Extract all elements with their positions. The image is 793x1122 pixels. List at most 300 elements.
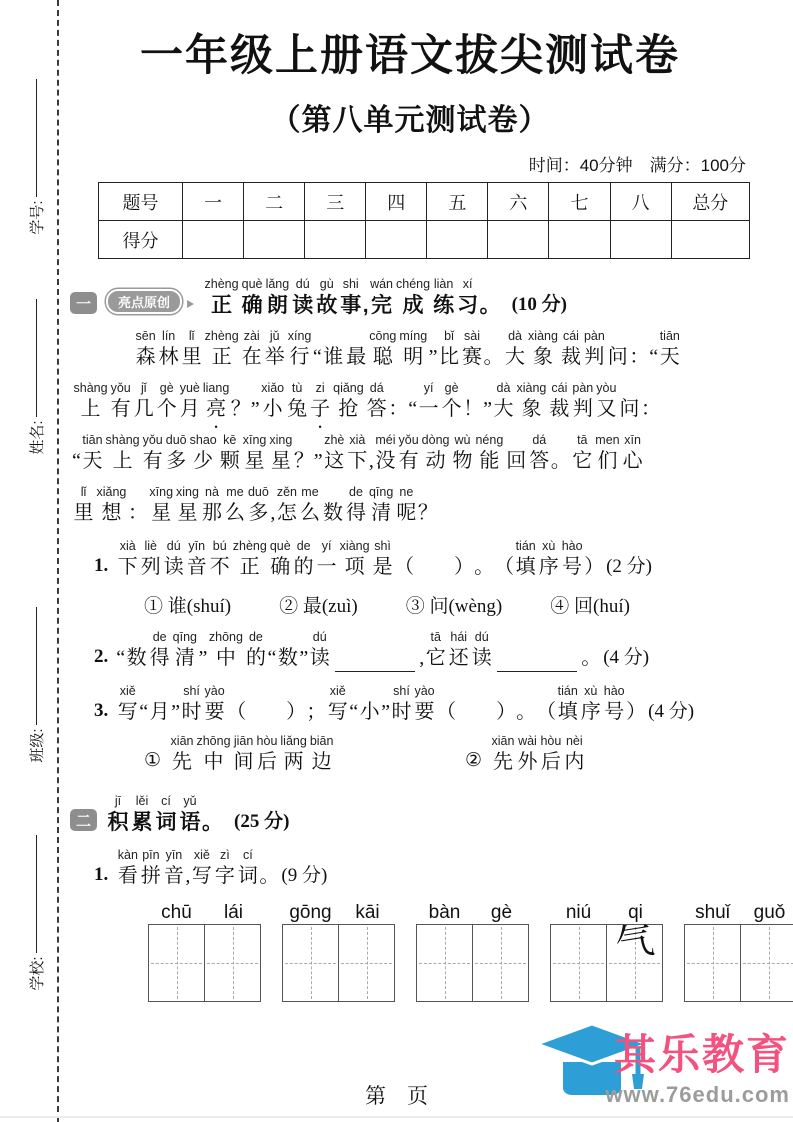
score-cell-empty (244, 221, 305, 259)
syllable: xiǎng 想 (96, 485, 127, 524)
writing-pair (148, 902, 262, 1002)
paper-content (70, 0, 786, 1002)
option-text (169, 734, 335, 776)
syllable: yīn 音 (186, 539, 207, 578)
syllable: pīn 拼 (140, 848, 161, 887)
syllable: 。 (516, 701, 537, 723)
syllable: ？” (293, 450, 323, 472)
syllable: hái 还 (448, 630, 469, 669)
pinyin-syllable: qi (628, 902, 643, 923)
cell-dash-horizontal (419, 963, 470, 964)
syllable: dú 读 (471, 630, 492, 669)
syllable: , (362, 294, 369, 317)
writing-pair (282, 902, 396, 1002)
passage-line (72, 485, 438, 527)
option-prefix: ① (144, 750, 162, 771)
syllable: kē 颗 (219, 433, 240, 472)
syllable: 。 (259, 865, 280, 887)
syllable: biān 边 (309, 734, 334, 773)
syllable: zhèng 正 (204, 329, 239, 368)
question-text (116, 539, 604, 581)
writing-pair (550, 902, 664, 1002)
syllable: gè 个 (156, 381, 177, 420)
answer-option: ③ 问(wèng) (405, 596, 503, 617)
syllable: cái 裁 (549, 381, 570, 420)
syllable: ） (584, 556, 605, 578)
writing-grid (148, 902, 786, 1002)
passage-line (72, 381, 661, 423)
syllable: néng 能 (475, 433, 504, 472)
pinyin-syllable: shuǐ (695, 902, 730, 923)
syllable: , (368, 450, 374, 472)
writing-cell (473, 925, 528, 1001)
original-highlight-badge: 亮点原创 (106, 289, 182, 314)
writing-cell (205, 925, 260, 1001)
syllable: me 么 (224, 485, 245, 524)
seal-field (23, 57, 49, 257)
syllable: me 么 (299, 485, 320, 524)
syllable: hào 号 (603, 684, 625, 723)
syllable: yuè 月 (179, 381, 200, 420)
section2-points: (25 分) (234, 811, 290, 832)
syllable: cí 词 (155, 794, 177, 834)
seal-field (23, 813, 49, 1013)
pinyin-syllable: chū (161, 902, 192, 923)
writing-cell (741, 925, 793, 1001)
writing-cells (416, 924, 529, 1002)
syllable: nèi 内 (564, 734, 585, 773)
syllable: jiān 间 (233, 734, 254, 773)
syllable: （ ） (436, 701, 517, 723)
section1-heading (70, 277, 750, 319)
syllable: xiān 先 (491, 734, 515, 773)
syllable: wù 物 (452, 433, 473, 472)
score-cell-empty (427, 221, 488, 259)
syllable: què 确 (269, 539, 291, 578)
writing-cell (149, 925, 205, 1001)
section2-heading (70, 794, 750, 836)
syllable: gè 个 (441, 381, 462, 420)
syllable: xù 序 (580, 684, 601, 723)
page-footer: 第 页 (365, 1084, 428, 1108)
pinyin-syllable: kāi (355, 902, 380, 923)
syllable: xiàng 象 (528, 329, 558, 368)
writing-cells (550, 919, 663, 1002)
syllable: yí 一 (418, 381, 439, 420)
question-points: (2 分) (606, 556, 652, 577)
writing-pair (416, 902, 530, 1002)
syllable: ？ (417, 502, 438, 524)
syllable: duō 多 (165, 433, 187, 472)
syllable: dà 大 (493, 381, 514, 420)
syllable: tā 它 (425, 630, 446, 669)
syllable: xīng 星 (242, 433, 267, 472)
syllable: 最 (346, 346, 367, 368)
pinyin-label (416, 902, 530, 924)
syllable: hào 号 (561, 539, 583, 578)
syllable: ： (640, 398, 661, 420)
question-points: (4 分) (648, 701, 695, 722)
question-number: 2. (94, 646, 109, 667)
syllable: lǐ 里 (73, 485, 94, 524)
question-number: 1. (94, 555, 109, 576)
syllable: , (419, 647, 425, 669)
syllable: xīng 星 (149, 485, 174, 524)
syllable: pàn 判 (572, 381, 594, 420)
writing-cell (417, 925, 473, 1001)
badge-pointer-icon (187, 300, 194, 308)
syllable: shí 时 (391, 684, 412, 723)
syllable: 月 (149, 701, 170, 723)
syllable: 问 (619, 398, 640, 420)
writing-cell (283, 925, 339, 1001)
syllable: wán 完 (370, 277, 393, 317)
syllable: jī 积 (107, 794, 129, 834)
syllable: yǔ 语 (179, 794, 201, 834)
seal-fill-line (36, 607, 37, 725)
syllable: xīn 心 (622, 433, 643, 472)
syllable: “ (72, 450, 81, 472)
syllable: xing 星 (269, 433, 293, 472)
syllable: 。 (581, 647, 602, 669)
syllable: shi 事 (340, 277, 362, 317)
pinyin-label (684, 902, 793, 924)
bottom-hairline (0, 1116, 793, 1118)
syllable: tián 填 (515, 539, 536, 578)
syllable: （ ） (226, 701, 307, 723)
question-1-options (144, 591, 750, 618)
time-score-info: 时间：40分钟 满分：100分 (528, 156, 746, 175)
score-cell-empty (183, 221, 244, 259)
syllable: cái 裁 (560, 329, 581, 368)
question-points: (9 分) (281, 865, 328, 886)
pinyin-syllable: gè (490, 902, 513, 923)
cell-dash-horizontal (285, 963, 336, 964)
question-number: 3. (94, 700, 109, 721)
score-cell-empty (671, 221, 749, 259)
question-text (116, 848, 279, 890)
passage-line (72, 329, 681, 371)
score-table (98, 182, 750, 259)
syllable: ？” (230, 398, 260, 420)
pinyin-label (148, 902, 262, 924)
syllable: ：“ (629, 346, 659, 368)
syllable: méi 没 (375, 433, 396, 472)
score-table-header-cell: 题号 (99, 183, 183, 221)
reading-passage (70, 319, 750, 527)
paper-subtitle: （第八单元测试卷） (270, 104, 550, 137)
syllable: ！” (463, 398, 492, 420)
cell-dash-horizontal (341, 963, 392, 964)
answer-option: ① 谁(shuí) (144, 596, 232, 617)
syllable: ” (171, 701, 181, 723)
syllable: zhōng 中 (196, 734, 231, 773)
pinyin-syllable: lái (223, 902, 243, 923)
writing-cell (551, 925, 607, 1001)
question-points: (4 分) (603, 647, 650, 668)
pinyin-label (282, 902, 396, 924)
score-cell-empty (610, 221, 671, 259)
writing-cells (148, 924, 261, 1002)
syllable: zhè 这 (324, 433, 345, 472)
syllable: xiě 写 (191, 848, 212, 887)
writing-cells (684, 924, 793, 1002)
syllable: qīng 清 (172, 630, 197, 669)
syllable: 。 (483, 346, 504, 368)
syllable: zhōng 中 (208, 630, 243, 669)
syllable: shì 是 (372, 539, 393, 578)
score-table-header-cell: 四 (366, 183, 427, 221)
syllable: ：“ (388, 398, 418, 420)
writing-pair (684, 902, 793, 1002)
score-table-header-cell: 三 (305, 183, 366, 221)
writing-cell (607, 919, 662, 1001)
answer-option: ④ 回(huí) (550, 596, 630, 617)
syllable: “ (312, 346, 322, 368)
syllable: xù 序 (538, 539, 559, 578)
question-1 (94, 539, 750, 581)
syllable: gù 故 (316, 277, 338, 317)
passage-line (72, 433, 644, 475)
syllable: cí 词 (237, 848, 258, 887)
syllable: yǒu 有 (398, 433, 419, 472)
score-table-header-cell: 一 (183, 183, 244, 221)
syllable: ” (428, 346, 438, 368)
syllable: bǐ 比 (439, 329, 460, 368)
syllable: shao 少 (189, 433, 217, 472)
section2-number-box: 二 (70, 809, 97, 831)
syllable: , (270, 502, 276, 524)
syllable: xiǎo 小 (261, 381, 285, 420)
seal-field (23, 277, 49, 477)
syllable: bú 不 (209, 539, 230, 578)
score-cell-empty (549, 221, 610, 259)
syllable: míng 明 (399, 329, 428, 368)
syllable: 问 (607, 346, 628, 368)
syllable: dú 读 (309, 630, 330, 669)
answer-blank (497, 647, 577, 672)
syllable: xiān 先 (170, 734, 194, 773)
syllable: lín 林 (158, 329, 179, 368)
syllable: liang 亮 • (201, 381, 230, 423)
syllable: sēn 森 (135, 329, 156, 368)
syllable: 谁 (323, 346, 344, 368)
syllable: 。 (550, 450, 571, 472)
syllable: ” (381, 701, 390, 723)
syllable: xià 下 (117, 539, 138, 578)
section1-number-box: 一 (70, 292, 97, 314)
syllable: ） (626, 701, 647, 723)
syllable: “ (116, 647, 126, 669)
syllable: yòu 又 (596, 381, 617, 420)
syllable: lǎng 朗 (265, 277, 290, 317)
syllable: zěn 怎 (276, 485, 297, 524)
writing-cells (282, 924, 395, 1002)
watermark-brand-text: 其乐教育 (613, 1031, 790, 1078)
syllable: de 得 (345, 485, 366, 524)
syllable: xíng 行 (287, 329, 312, 368)
score-table-header-cell: 总分 (671, 183, 749, 221)
score-table-header-cell: 六 (488, 183, 549, 221)
syllable: zì 字 (214, 848, 235, 887)
syllable: dá 答 (366, 381, 387, 420)
syllable: xiàng 项 (339, 539, 370, 578)
option-1 (144, 734, 335, 776)
syllable: lǐ 里 (181, 329, 202, 368)
option-prefix: ② (464, 750, 483, 771)
syllable: 。 (474, 556, 495, 578)
option-2 (465, 734, 586, 776)
syllable: 数 (126, 647, 147, 669)
paper-title: 一年级上册语文拔尖测试卷 (140, 32, 680, 80)
syllable: shàng 上 (73, 381, 108, 420)
syllable: xiě 写 (327, 684, 348, 723)
syllable: 。 (202, 811, 223, 834)
syllable: yīn 音 (163, 848, 184, 887)
syllable: shàng 上 (105, 433, 140, 472)
syllable: ” (198, 647, 208, 669)
syllable: 回 (506, 450, 527, 472)
cell-dash-horizontal (687, 963, 738, 964)
syllable: yào 要 (414, 684, 435, 723)
syllable: zài 在 (241, 329, 262, 368)
score-cell-empty (366, 221, 427, 259)
syllable: dà 大 (505, 329, 526, 368)
syllable: ne 呢 (396, 485, 417, 524)
syllable: tù 兔 (287, 381, 308, 420)
syllable: hòu 后 (540, 734, 562, 773)
syllable: wài 外 (517, 734, 538, 773)
syllable: de 得 (149, 630, 170, 669)
syllable: jǔ 举 (264, 329, 285, 368)
syllable: pàn 判 (583, 329, 605, 368)
option-text (490, 734, 586, 776)
score-table-header-cell: 五 (427, 183, 488, 221)
syllable: qiǎng 抢 (333, 381, 364, 420)
section1-title (203, 277, 501, 319)
syllable: xiě 写 (117, 684, 138, 723)
score-row-label: 得分 (99, 221, 183, 259)
syllable: yǒu 有 (142, 433, 163, 472)
syllable: yí 一 (316, 539, 337, 578)
syllable: dòng 动 (421, 433, 450, 472)
seal-fill-line (36, 835, 37, 953)
syllable: hòu 后 (256, 734, 278, 773)
score-table-header-cell: 八 (610, 183, 671, 221)
question-text (116, 630, 601, 672)
answer-option: ② 最(zuì) (279, 596, 358, 617)
syllable: ： (127, 502, 148, 524)
syllable: ” (299, 647, 309, 669)
syllable: sài 赛 (462, 329, 483, 368)
question-text (116, 684, 646, 726)
syllable: xiàng 象 (516, 381, 547, 420)
cell-dash-horizontal (207, 963, 258, 964)
syllable: 数 (277, 647, 298, 669)
watermark-url-text: www.76edu.com (605, 1082, 790, 1107)
syllable: chéng 成 (396, 277, 431, 317)
syllable: dú 读 (163, 539, 184, 578)
syllable: men 们 (595, 433, 620, 472)
syllable: yào 要 (204, 684, 225, 723)
syllable: qīng 清 (368, 485, 394, 524)
seal-field-label: 姓名: (28, 420, 46, 455)
syllable: liè 列 (140, 539, 161, 578)
syllable: ； (306, 701, 327, 723)
seal-fill-line (36, 299, 37, 417)
writing-cell (685, 925, 741, 1001)
question-3 (94, 684, 750, 726)
syllable: tiān 天 (82, 433, 103, 472)
syllable: tā 它 (572, 433, 593, 472)
syllable: dá 答 (529, 433, 550, 472)
syllable: liàn 练 (433, 277, 455, 317)
syllable: xià 下 (347, 433, 368, 472)
pinyin-syllable: bàn (428, 902, 461, 923)
syllable: zhèng 正 (232, 539, 267, 578)
score-table-header-cell: 七 (549, 183, 610, 221)
syllable: , (185, 865, 191, 887)
cell-dash-horizontal (553, 963, 604, 964)
cell-dash-horizontal (743, 963, 793, 964)
syllable: yǒu 有 (110, 381, 131, 420)
syllable: kàn 看 (117, 848, 138, 887)
section1-points: (10 分) (511, 294, 567, 315)
pinyin-syllable: gōng (289, 902, 332, 923)
syllable: xing 星 (176, 485, 199, 524)
score-cell-empty (488, 221, 549, 259)
syllable: nà 那 (201, 485, 222, 524)
syllable: de 的 (293, 539, 314, 578)
cell-dash-horizontal (475, 963, 526, 964)
question-number: 1. (94, 864, 109, 885)
question-2 (94, 630, 750, 672)
cell-dash-horizontal (151, 963, 202, 964)
syllable: duō 多 (247, 485, 269, 524)
syllable: jǐ 几 (133, 381, 154, 420)
score-cell-empty (305, 221, 366, 259)
syllable: de 的 (245, 630, 266, 669)
syllable: shí 时 (181, 684, 202, 723)
pinyin-syllable: niú (565, 902, 592, 923)
seal-field-label: 班级: (28, 728, 46, 763)
syllable: liǎng 两 (280, 734, 307, 773)
syllable: zhèng 正 (204, 277, 239, 317)
syllable: 小 (359, 701, 380, 723)
section2-title (106, 794, 223, 836)
seal-dashed-line (57, 0, 59, 1122)
syllable: 。 (479, 294, 501, 317)
answer-blank (335, 647, 415, 672)
section2-question-1 (94, 848, 750, 890)
seal-fill-line (36, 79, 37, 197)
syllable: “ (139, 701, 149, 723)
syllable: xí 习 (457, 277, 479, 317)
syllable: “ (267, 647, 277, 669)
syllable: （ (536, 701, 557, 723)
syllable: “ (349, 701, 359, 723)
syllable: cōng 聪 (369, 329, 397, 368)
score-table-header-cell: 二 (244, 183, 305, 221)
syllable: tiān 天 (659, 329, 680, 368)
syllable: tián 填 (557, 684, 578, 723)
handwritten-answer: 气 (612, 919, 657, 967)
pinyin-syllable: guǒ (753, 902, 786, 923)
seal-field-label: 学校: (28, 956, 46, 991)
syllable: lěi 累 (131, 794, 153, 834)
question-3-options (144, 734, 750, 776)
syllable: （ ） (394, 556, 475, 578)
